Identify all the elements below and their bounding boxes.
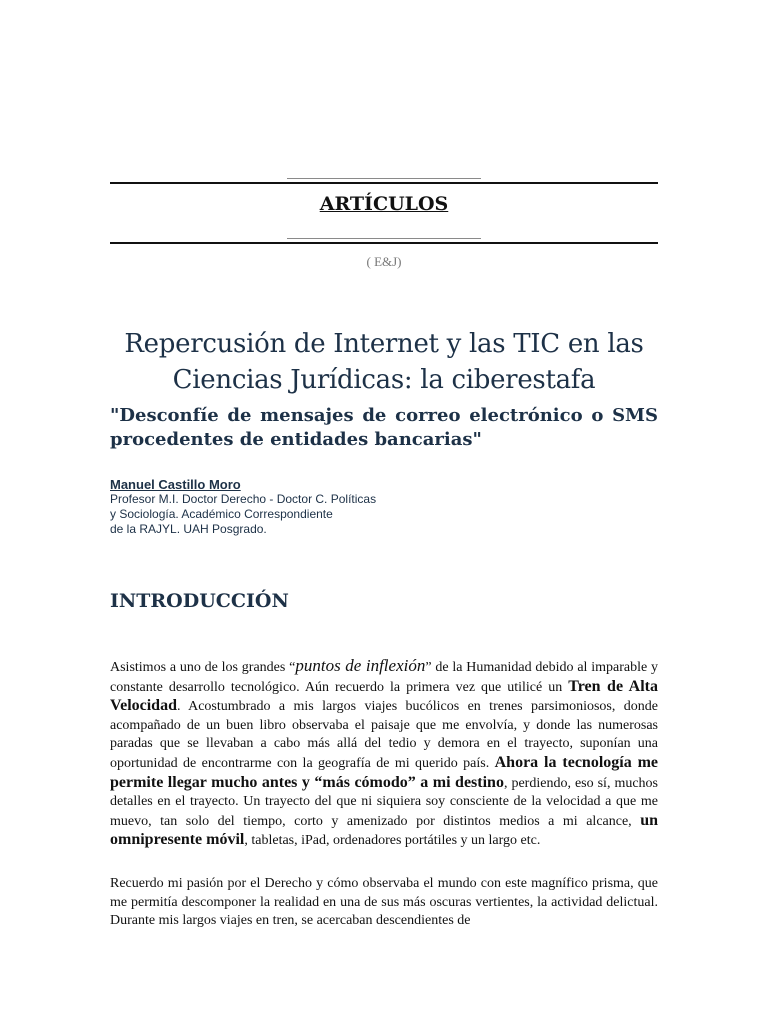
text-run: Asistimos a uno de los grandes “: [110, 660, 296, 675]
bold-phrase: Tren de Alta Velocidad: [110, 677, 658, 715]
author-affiliation: [110, 492, 430, 537]
publication-tag: ( E&J): [366, 254, 402, 269]
body-paragraph-2: Recuerdo mi pasión por el Derecho y cómo observaba el mundo con este magnífico prisma, que me permitía descomponer la realidad en una de sus más oscuras vertientes, la actividad delictual. Durante mis largos viajes en tren, se acercaban descendientes de: [110, 876, 658, 929]
article-subtitle: "Desconfíe de mensajes de correo electrónico o SMS procedentes de entidades bancarias": [110, 405, 658, 450]
text-run: . Acostumbrado a mis largos viajes bucólicos en trenes parsimoniosos, donde acompañado de un buen libro observaba el paisaje que me envolvía, y donde las numerosas paradas que se llevaban a cabo más allá del tedio y demora en el trayecto, suponían una oportunidad de encontrarme con la geografía de mi querido país.: [110, 699, 658, 771]
italic-phrase: puntos de inflexión: [295, 656, 426, 675]
affiliation-line: de la RAJYL. UAH Posgrado.: [110, 522, 267, 536]
text-run: , perdiendo, eso sí, muchos detalles en el trayecto. Un trayecto del que ni siquiera soy consciente de la velocidad a que me muevo, tan solo del tiempo, corto y amenizado por distintos medios a mi alcance,: [110, 775, 659, 829]
top-thick-rule: [110, 182, 658, 184]
section-label: ARTÍCULOS: [319, 193, 449, 215]
bottom-thin-rule: [287, 238, 481, 239]
top-thin-rule: [287, 178, 481, 179]
affiliation-line: y Sociología. Académico Correspondiente: [110, 507, 333, 521]
text-run: ” de la Humanidad debido al imparable y constante desarrollo tecnológico. Aún recuerdo la primera vez que utilicé un: [110, 660, 659, 695]
author-name[interactable]: Manuel Castillo Moro: [110, 477, 241, 492]
article-title: Repercusión de Internet y las TIC en las Ciencias Jurídicas: la ciberestafa: [124, 329, 644, 395]
text-run: , tabletas, iPad, ordenadores portátiles y un largo etc.: [244, 833, 541, 849]
bottom-thick-rule: [110, 242, 658, 244]
affiliation-line: Profesor M.I. Doctor Derecho - Doctor C. Políticas: [110, 492, 377, 506]
section-heading: INTRODUCCIÓN: [110, 590, 289, 612]
bold-phrase: Ahora la tecnología me permite llegar mucho antes y “más cómodo” a mi destino: [110, 753, 659, 791]
body-paragraph-1: [110, 657, 658, 851]
bold-phrase: un omnipresente móvil: [110, 811, 658, 849]
